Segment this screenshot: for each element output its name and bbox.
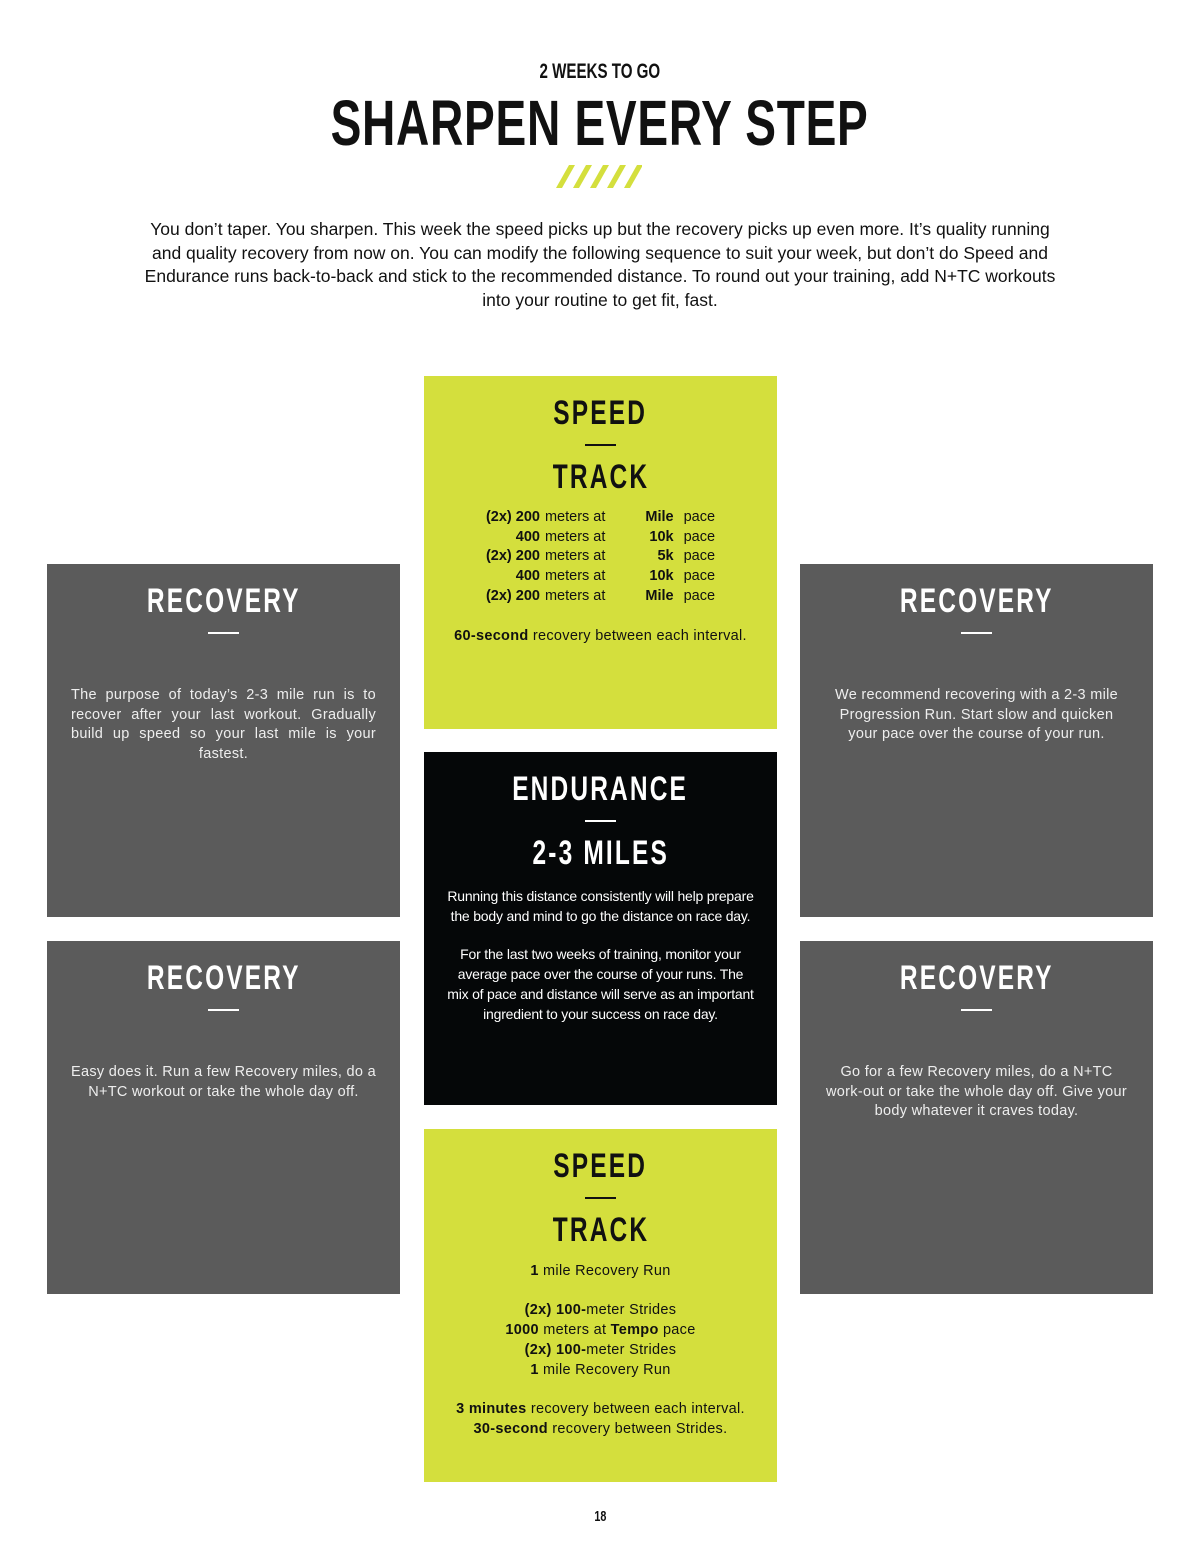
recovery-card-4: RECOVERY Go for a few Recovery miles, do a N+TC work-out or take the whole day off. Give your body whatever it craves today. bbox=[800, 941, 1153, 1294]
card-title: SPEED bbox=[553, 394, 648, 432]
speed-track-card-1 bbox=[424, 376, 777, 729]
stripes-decoration bbox=[556, 165, 642, 188]
intro-paragraph: You don’t taper. You sharpen. This week the speed picks up but the recovery picks up even more. It’s quality running and quality recovery from now on. You can modify the following sequence to suit your week, but don’t do Speed and Endurance runs back-to-back and stick to the recommended distance. To round out your training, add N+TC workouts into your routine to get fit, fast. bbox=[144, 219, 1056, 310]
page-number: 18 bbox=[593, 1508, 607, 1525]
recovery-card-3: RECOVERY Easy does it. Run a few Recovery miles, do a N+TC workout or take the whole day off. bbox=[47, 941, 400, 1294]
interval-row: 400 meters at 10k pace bbox=[515, 568, 716, 585]
interval-row: (2x) 200 meters at Mile pace bbox=[485, 587, 716, 604]
endurance-card: ENDURANCE 2-3 MILES Running this distance consistently will help prepare the body and mind to go the distance on race day. For the last two weeks of training, monitor your average pace over the course of your runs. The mix of pace and distance will serve as an important ingredient to your success on race day. bbox=[424, 752, 777, 1105]
divider bbox=[585, 1197, 616, 1199]
divider bbox=[585, 444, 616, 446]
interval-row: (2x) 200 meters at Mile pace bbox=[485, 509, 716, 525]
page-title: SHARPEN EVERY STEP bbox=[331, 87, 869, 159]
interval-row: (2x) 200 meters at 5k pace bbox=[485, 548, 716, 565]
divider bbox=[585, 820, 616, 822]
interval-row: 400 meters at 10k pace bbox=[515, 528, 716, 545]
card-subtitle: TRACK bbox=[552, 458, 649, 496]
speed-track-card-2: SPEED TRACK 1 mile Recovery Run (2x) 100-meter Strides 1000 meters at Tempo pace (2x) 100-meter Strides 1 mile Recovery Run 3 minutes recovery between each interval. 30-second recovery between Strides. bbox=[424, 1129, 777, 1482]
recovery-card-2: RECOVERY We recommend recovering with a 2-3 mile Progression Run. Start slow and quicken your pace over the course of your run. bbox=[800, 564, 1153, 917]
kicker: 2 WEEKS TO GO bbox=[539, 60, 661, 83]
recovery-card-1: RECOVERY The purpose of today’s 2-3 mile run is to recover after your last workout. Gradually build up speed so your last mile is your fastest. bbox=[47, 564, 400, 917]
interval-table bbox=[486, 508, 715, 607]
recovery-note: 60-second recovery between each interval. bbox=[454, 627, 747, 644]
